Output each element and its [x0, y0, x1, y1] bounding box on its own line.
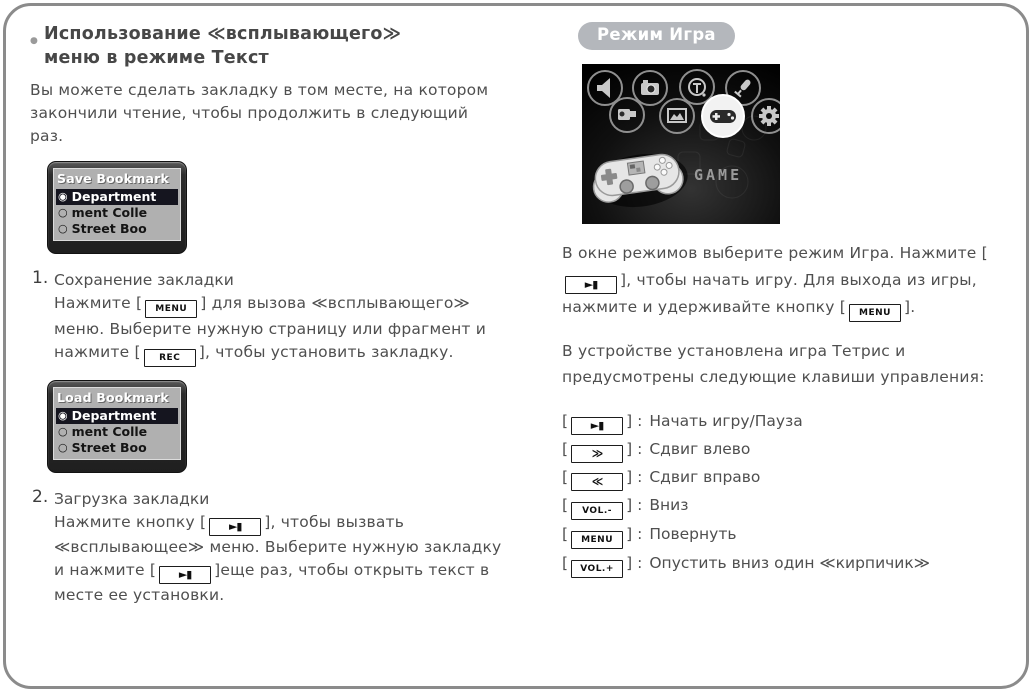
bracket: [ — [562, 496, 569, 514]
body-text: Нажмите кнопку [ — [54, 513, 207, 531]
control-label: Сдвиг вправо — [649, 468, 761, 486]
option-label: ment Colle — [71, 424, 148, 439]
colon-separator: : — [637, 525, 643, 543]
save-bookmark-panel — [53, 168, 181, 241]
option-label: Street Boo — [71, 221, 147, 236]
load-bookmark-panel — [53, 387, 181, 460]
control-row — [562, 491, 1018, 520]
option-label: Department — [71, 408, 157, 423]
section-badge: Режим Игра — [578, 22, 735, 50]
play-pause-button: ►▮ — [159, 566, 211, 584]
step-2 — [30, 488, 524, 607]
body-text: В окне режимов выберите режим Игра. Нажмите [ — [562, 244, 988, 262]
option-label: Street Boo — [71, 440, 147, 455]
game-mode-screenshot — [582, 64, 780, 224]
bookmark-option — [56, 408, 178, 424]
step-number: 1. — [32, 268, 49, 288]
control-label: Начать игру/Пауза — [649, 412, 803, 430]
menu-button: MENU — [849, 304, 901, 322]
control-row — [562, 549, 1018, 578]
bracket: [ — [562, 525, 569, 543]
control-row — [562, 435, 1018, 463]
bookmark-option — [56, 205, 178, 221]
step-body — [54, 292, 504, 367]
colon-separator: : — [637, 496, 643, 514]
control-label: Опустить вниз один ≪кирпичик≫ — [649, 554, 930, 572]
intro-paragraph: Вы можете сделать закладку в том месте, на котором закончили чтение, чтобы продолжить в следующий раз. — [30, 81, 489, 145]
control-label: Вниз — [649, 496, 689, 514]
body-text: ] для вызова ≪всплывающего≫ меню. Выберите нужную страницу или фрагмент и нажмите [ — [54, 294, 487, 361]
colon-separator: : — [637, 440, 643, 458]
volume-down-button: VOL.- — [571, 502, 623, 520]
body-text: ], чтобы установить закладку. — [198, 343, 454, 361]
control-row — [562, 520, 1018, 549]
bracket: ] — [626, 468, 633, 486]
colon-separator: : — [637, 468, 643, 486]
screen-title: Load Bookmark — [57, 390, 169, 405]
bracket: [ — [562, 440, 569, 458]
bracket: ] — [626, 412, 633, 430]
bookmark-option — [56, 440, 178, 456]
save-bookmark-screenshot — [47, 161, 187, 254]
rec-button: REC — [144, 349, 196, 367]
radio-off-icon: ○ — [58, 425, 68, 438]
colon-separator: : — [637, 554, 643, 572]
play-pause-button: ►▮ — [565, 276, 617, 294]
control-label: Сдвиг влево — [649, 440, 751, 458]
bracket: ] — [626, 440, 633, 458]
colon-separator: : — [637, 412, 643, 430]
body-text: ], чтобы вызвать ≪всплывающее≫ меню. Выберите нужную закладку и нажмите [ — [54, 513, 502, 579]
radio-off-icon: ○ — [58, 222, 68, 235]
body-text: ]. — [903, 298, 916, 316]
step-title: Сохранение закладки — [54, 271, 234, 289]
fast-forward-button: ≫ — [571, 445, 623, 463]
bracket: [ — [562, 554, 569, 572]
step-body — [54, 511, 504, 607]
volume-up-button: VOL.+ — [571, 560, 623, 578]
heading-line-2: меню в режиме Текст — [44, 48, 269, 68]
step-1 — [30, 269, 524, 367]
body-text: ]еще раз, чтобы открыть текст в месте ее установки. — [54, 561, 490, 604]
bookmark-option — [56, 189, 178, 205]
left-column — [30, 22, 524, 607]
bullet-icon: ● — [30, 36, 39, 46]
option-label: Department — [71, 189, 157, 204]
bookmark-option — [56, 221, 178, 237]
radio-on-icon: ◉ — [58, 409, 68, 422]
play-pause-button: ►▮ — [209, 518, 261, 536]
section-heading — [30, 22, 524, 70]
menu-button: MENU — [145, 300, 197, 318]
control-row — [562, 463, 1018, 491]
heading-line-1: Использование ≪всплывающего≫ — [44, 24, 402, 44]
bracket: ] — [626, 554, 633, 572]
radio-off-icon: ○ — [58, 206, 68, 219]
bracket: ] — [626, 525, 633, 543]
controls-list — [562, 407, 1018, 578]
control-label: Повернуть — [649, 525, 737, 543]
screen-title: Save Bookmark — [57, 171, 169, 186]
step-number: 2. — [32, 487, 49, 507]
load-bookmark-screenshot — [47, 380, 187, 473]
bracket: [ — [562, 468, 569, 486]
body-text: Нажмите [ — [54, 294, 143, 312]
step-title: Загрузка закладки — [54, 490, 210, 508]
bookmark-option — [56, 424, 178, 440]
rewind-button: ≪ — [571, 473, 623, 491]
body-text: ], чтобы начать игру. Для выхода из игры, нажмите и удерживайте кнопку [ — [562, 271, 977, 316]
option-label: ment Colle — [71, 205, 148, 220]
radio-off-icon: ○ — [58, 441, 68, 454]
gamepad-icon — [710, 110, 736, 123]
game-label: GAME — [694, 166, 743, 184]
game-paragraph-1 — [562, 240, 1018, 322]
menu-button: MENU — [571, 531, 623, 549]
play-pause-button: ►▮ — [571, 417, 623, 435]
bracket: [ — [562, 412, 569, 430]
radio-on-icon: ◉ — [58, 190, 68, 203]
right-column — [562, 22, 1018, 578]
control-row — [562, 407, 1018, 435]
game-paragraph-2: В устройстве установлена игра Тетрис и предусмотрены следующие клавиши управления: — [562, 342, 985, 386]
bracket: ] — [626, 496, 633, 514]
